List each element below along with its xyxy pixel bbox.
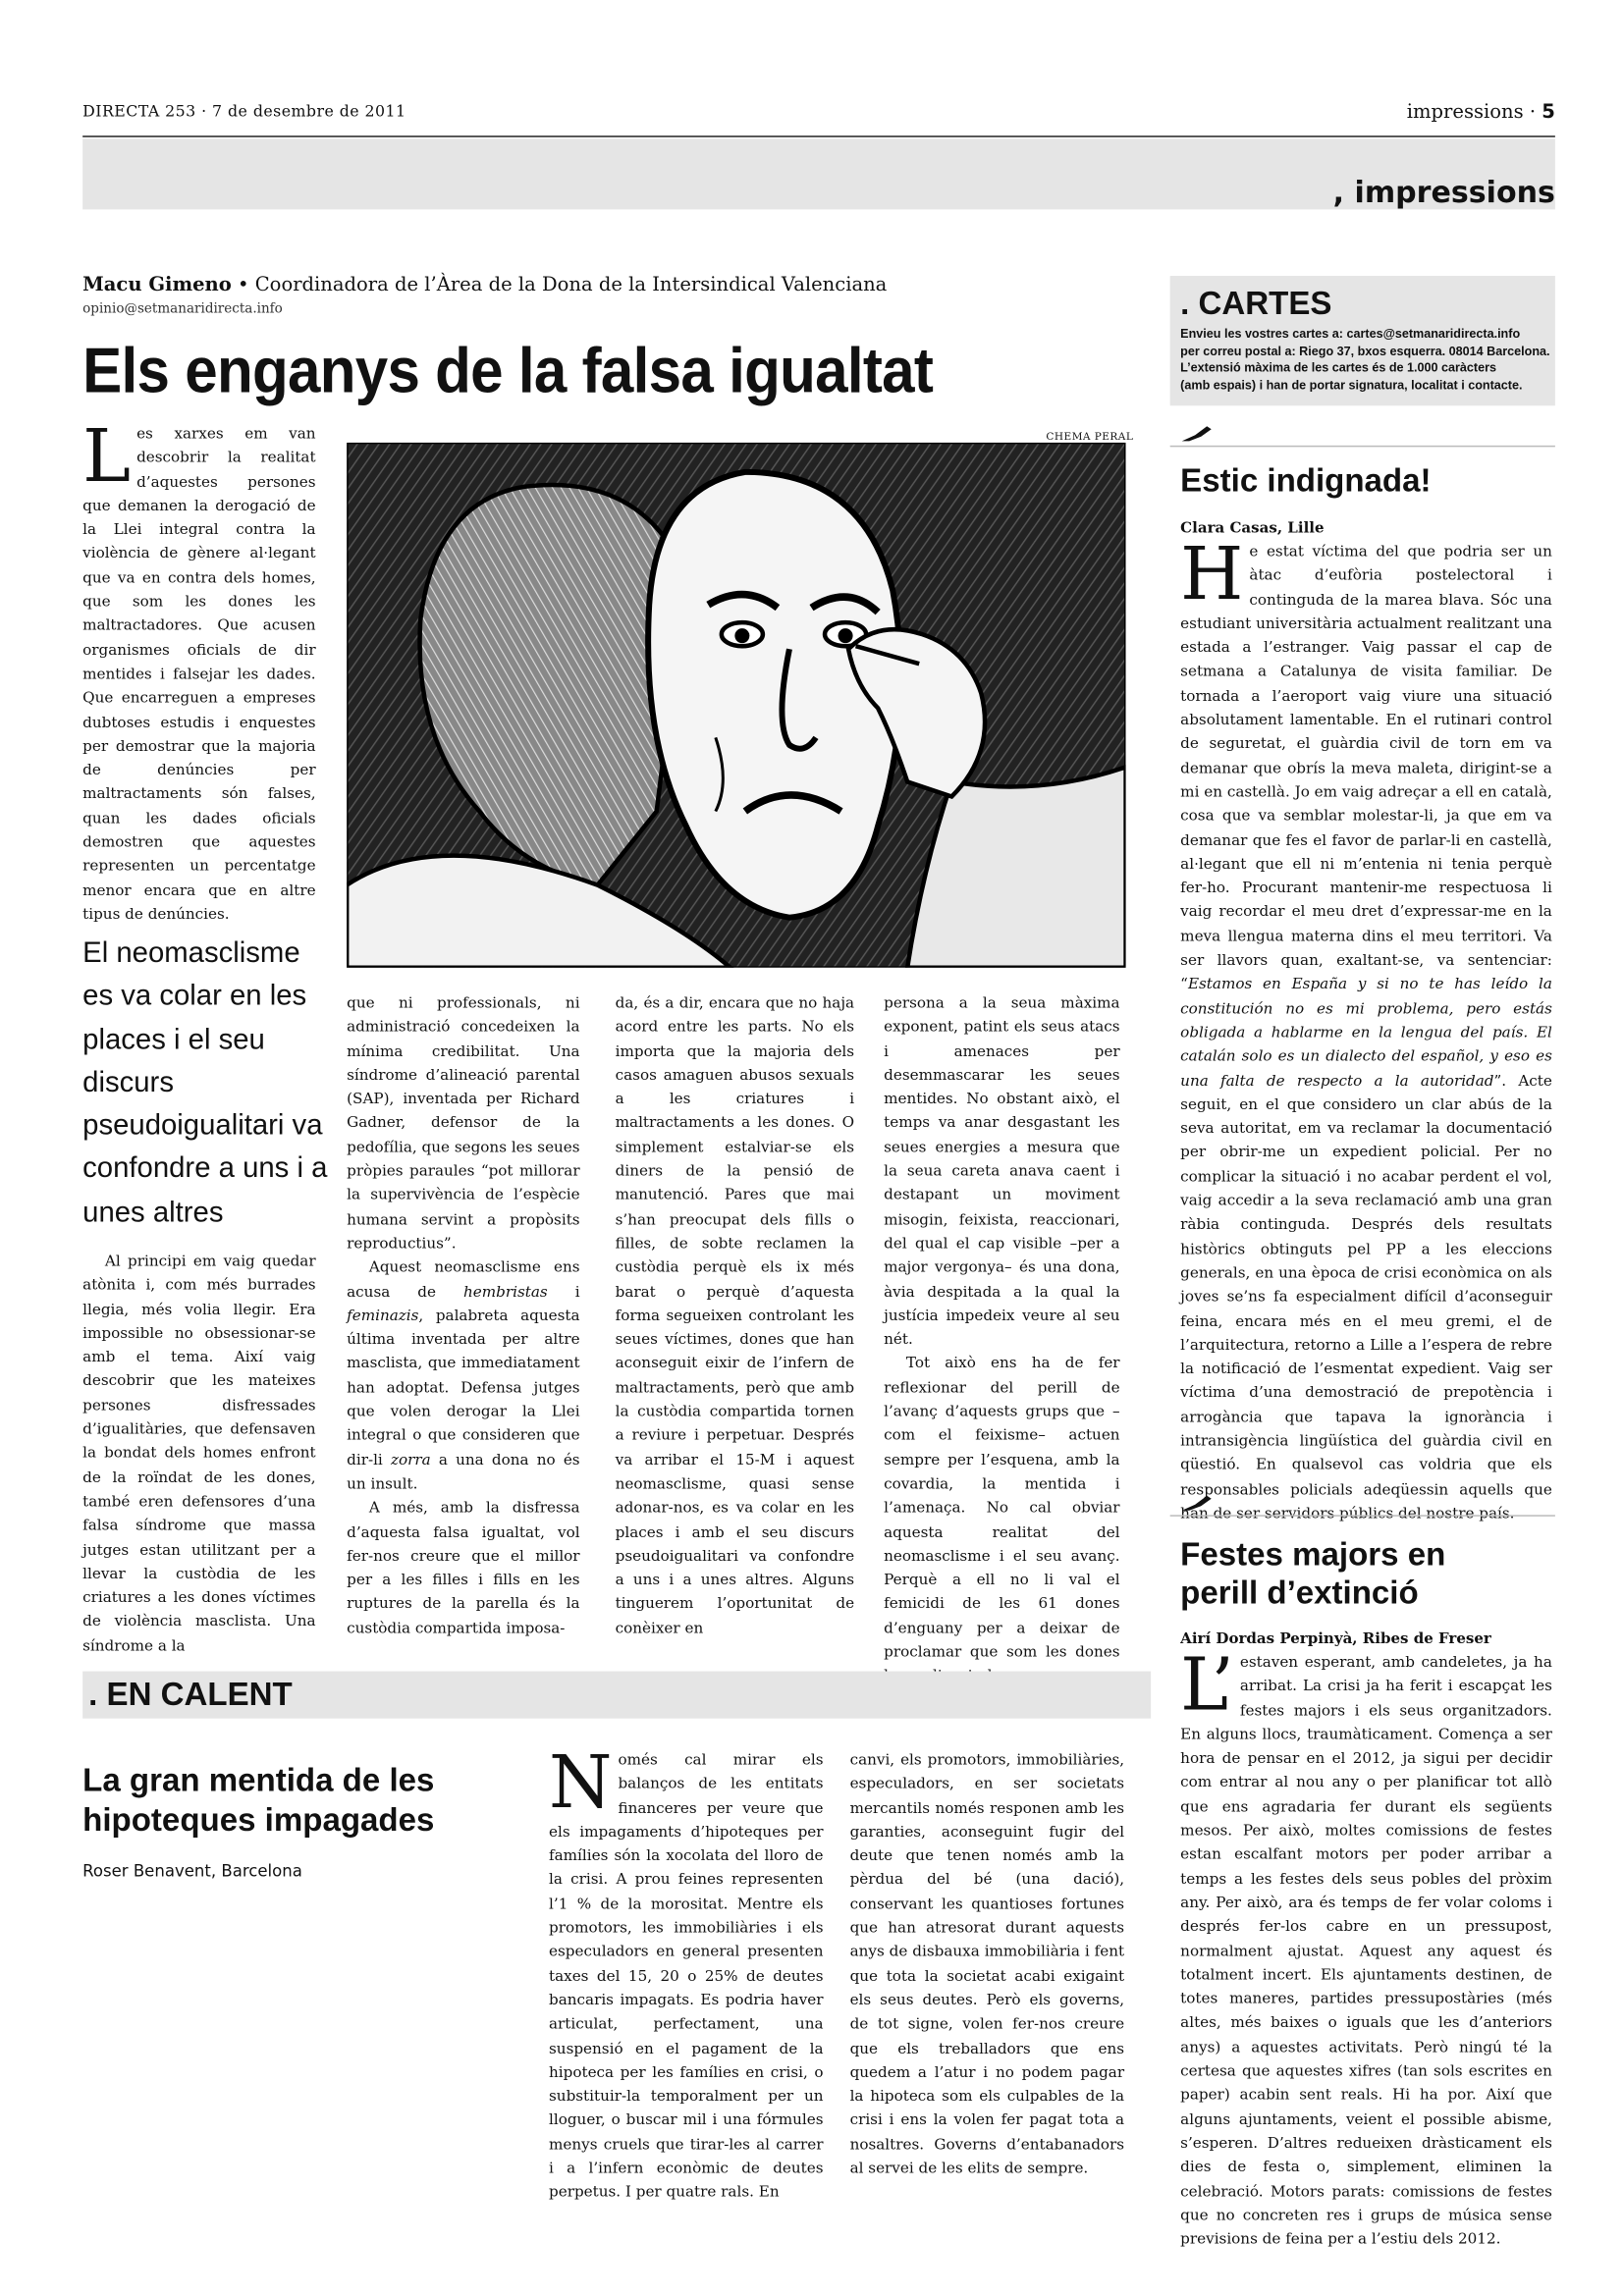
illustration-credit: CHEMA PERAL [1046, 430, 1134, 443]
letter-separator [1170, 446, 1555, 448]
letter-author: Clara Casas, Lille [1180, 520, 1325, 537]
pull-quote: El neomasclisme es va colar en les places i el seu discurs pseudoigualitari va confondre a uns i a unes altres [82, 936, 328, 1229]
paragraph: persona a la seua màxima exponent, patint els seus atacs i amenaces per desemmascarar les seues mentides. No obstant això, el temps va anar desgastant les seues energies a mesura que la seua careta anava caent i destapant un moviment misogin, feixista, reaccionari, del qual el cap visible –per a major vergonya– és una dona, àvia despitada a la qual la justícia impedeix veure al seu nét. [884, 995, 1120, 1349]
article-column-3 [616, 992, 854, 1641]
cartes-title: . CARTES [1180, 285, 1332, 322]
article-column-4 [884, 992, 1119, 1689]
article-intro [82, 414, 316, 928]
article-column-1 [82, 1251, 315, 1659]
calent-headline: La gran mentida de les hipoteques impagades [82, 1761, 435, 1839]
paragraph: Tot això ens ha de fer reflexionar del perill de l’avanç d’aquests grups que –com el feixisme– actuen sempre per l’esquena, amb la covardia, la mentida i l’amenaça. No cal obviar aquesta realitat del neomasclisme i el seu avanç. Perquè a ell no li val el femicidi de les 61 dones d’enguany per a deixar de proclamar que som les dones [884, 1356, 1120, 1662]
drop-cap: L’ [1180, 1643, 1234, 1728]
letter-title: Festes majors en perill d’extinció [1180, 1535, 1446, 1611]
drop-cap: N [549, 1740, 613, 1825]
letter-title: Estic indignada! [1180, 461, 1432, 499]
calent-column-1: Només cal mirar els balanços de les entitats financeres per veure que els impagaments d’hipoteques per famílies són la xocolata del lloro de la crisi. A prou feines representen l’1 % de la morositat. Mentre els promotors, les immobiliàries i els especuladors en general presenten taxes del 15, 20 o 25% de deutes bancaris impagats. Es podria haver articulat, perfectament, una suspensió en el pagament de la hipoteca per les famílies en crisi, o substituir-la temporalment per un lloguer, o buscar mil i una fórmules menys cruels que tirar-les al carrer i a l’infern econòmic de deutes perpetus. I per quatre rals. En [549, 1740, 824, 2202]
author-email: opinio@setmanaridirecta.info [82, 302, 283, 318]
paragraph: Aquest neomasclisme ens acusa de hembristas i feminazis, palabreta aquesta última inventada per altre masclista, que immediatament han adoptat. Defensa jutges que volen derogar la Llei integral o que consideren que dir-li zorra a una dona no és un insult. [347, 1259, 580, 1493]
letter-separator [1170, 1515, 1555, 1517]
section-page [1407, 102, 1555, 125]
paragraph: Al principi em vaig quedar atònita i, com més burrades llegia, més volia llegir. Era impossible no obsessionar-se amb el tema. Així vaig descobrir que les mateixes persones disfressades d’igualitàries, que defensaven la bondat dels homes enfront de la roïndat de les dones, també eren defensores d’una falsa síndrome que massa jutges estan utilitzant per a llevar la custòdia de les criatures a les dones víctimes de violència masclista. Una síndrome a la [82, 1254, 316, 1655]
calent-author: Roser Benavent, Barcelona [82, 1861, 302, 1881]
drop-cap: H [1180, 532, 1244, 617]
page-number: 5 [1542, 101, 1555, 125]
author-role: • Coordinadora de l’Àrea de la Dona de la Intersindical Valenciana [231, 274, 888, 297]
section-label: impressions · [1406, 101, 1537, 125]
article-byline [82, 275, 887, 297]
pen-mark-icon [1180, 1493, 1213, 1514]
illustration-mask [347, 443, 1125, 968]
letter-body: L’ estaven esperant, amb candeletes, ja ha arribat. La crisi ja ha ferit i escapçat les festes majors i els seus organitzadors. En alguns llocs, traumàticament. Comença a ser hora de pensar en el 2012, ja sigui per decidir com entrar al nou any o per planificar tot allò que ens agradaria fer durant els següents mesos. Per això, moltes comissions de festes estan escalfant motors per poder arribar a temps a les festes dels seus pobles del pròxim any. Per això, ara és temps de fer volar coloms i després fer-los cabre en un pressupost, normalment ajustat. Aquest any aquest és totalment incert. Els ajuntaments destinen, de totes maneres, partides pressupostàries (més altes, més baixes o iguals que les d’anteriors anys) a aquestes activitats. Però ningú té la certesa que aquestes xifres (tan sols escrites en paper) acabin sent reals. Hi ha por. Així que alguns ajuntaments, veient el possible abisme, s’esperen. D’altres redueixen dràsticament els dies de festa o, simplement, eliminen la celebració. Motors parats: comissions de festes que no concreten res i grups de música sense previsions de feina per a l’estiu dels 2012. [1180, 1643, 1552, 2249]
calent-title: . EN CALENT [88, 1676, 293, 1713]
paragraph: canvi, els promotors, immobiliàries, especuladors, en ser societats mercantils només responen amb les garanties, aconseguint fugir del deute que tenen només amb la pèrdua del bé (una dació), conservant les quantioses fortunes que han atresorat durant aquests anys de disbauxa immobiliària i fent que tota la societat acabi exigaint els seus deutes. Però els governs, de tot signe, volen fer-nos creure que els treballadors que ens quedem a l’atur i no podem pagar la hipoteca som els culpables de la crisi i ens la volen fer pagat tota a nosaltres. Governs d’entabanadors al servei de les elits de sempre. [849, 1752, 1125, 2178]
letter-body: He estat víctima del que podria ser un àtac d’eufòria postelectoral i continguda de la marea blava. Sóc una estudiant universitària actualment realitzant una estada a l’estranger. Vaig passar el cap de setmana a Catalunya de visita familiar. De tornada a l’aeroport vaig viure una situació absolutament lamentable. En el rutinari control de seguretat, el guàrdia civil de torn em va demanar que obrís la meva maleta, dirigint-se a mi en castellà. Jo em vaig adreçar a ell en català, cosa que va semblar molestar-li, ja que em va demanar que fes el favor de parlar-li en castellà, al·legant que ell ni m’entenia ni tenia perquè fer-ho. Procurant mantenir-me respectuosa li vaig recordar el meu dret d’expressar-me en la meva llengua materna dins el meu territori. Va ser llavors quan, exaltant-se, va sentenciar: “Estamos en España y si no te has leído la constitución no es mi problema, pero estás obligada a hablarme en la lengua del país. El catalán solo es un dialecto del español, y eso es una falta de respecto a la autoridad”. Acte seguit, en el que considero un clar abús de la seva autoritat, em va reclamar la documentació per obrir-me un expedient policial. Per no complicar la situació i no acabar perdent el vol, vaig accedir a la seva reclamació amb una gran ràbia continguda. Després dels resultats històrics obtinguts pel PP a les eleccions generals, en una època de crisi econòmica on als joves se’ns fa especialment difícil d’aconseguir feina, encara més en el meu gremi, el de l’arquitectura, retorno a Lille a l’espera de rebre la notificació de l’esmentat expedient. Vaig ser víctima d’una demostració de prepotència i arrogància que tapava la ignorància i intransigència lingüística del guàrdia civil en qüestió. En qualsevol cas voldria que els responsables policials adeqüessin aquells que [1180, 532, 1552, 1499]
header-rule [82, 135, 1555, 137]
article-column-2 [347, 992, 579, 1641]
letter-author: Airí Dordas Perpinyà, Ribes de Freser [1180, 1631, 1491, 1648]
article-headline: Els enganys de la falsa igualtat [82, 336, 934, 407]
drop-cap: L [82, 414, 132, 499]
paragraph: da, és a dir, encara que no haja acord entre les parts. No els importa que la majoria dels casos amaguen abusos sexuals a les criatures i maltractaments a les dones. O simplement estalviar-se els diners de la pensió de manutenció. Pares que mai s’han preocupat dels fills o filles, de sobte reclamen la custòdia perquè els ix més barat o perquè d’aquesta forma segueixen controlant les seues víctimes, dones que han aconseguit eixir de l’infern de maltractaments, però que amb la custòdia compartida tornen a reviure i perpetuar. Després va arribar el 15-M i aquest neomasclisme, quasi sense adonar-nos, es va colar en les places i amb el seu discurs pseudoigualitari va confondre a uns i a unes altres. Alguns tinguerem l’oportunitat de conèixer en [615, 995, 855, 1637]
pen-mark-icon [1180, 423, 1213, 444]
paragraph: A més, amb la disfressa d’aquesta falsa igualtat, vol fer-nos creure que el millor per a les filles i fills en les ruptures de la parella és la custòdia compartida imposa- [347, 1500, 580, 1637]
issue-info: DIRECTA 253 · 7 de desembre de 2011 [82, 103, 406, 122]
intro-text: es xarxes em van descobrir la realitat d’aquestes persones que demanen la derogació de la Llei integral contra la violència de gènere al·legant que va en contra dels homes, que som les dones les maltractadores. Que acusen organismes oficials de dir mentides i falsejar les dades. Que encarreguen a empreses dubtoses estudis i enquestes per demostrar que la majoria de denúncies per maltractaments són falses, quan les dades oficials demostren que aquestes representen un percentatge menor encara que en altre tipus de denúncies. [82, 426, 316, 924]
section-band-title: , impressions [1332, 174, 1555, 210]
cartes-info: Envieu les vostres cartes a: cartes@setmanaridirecta.info per correu postal a: Riego 37, bxos esquerra. 08014 Barcelona. L’extensió màxima de les cartes és de 1.000 caràcters (amb espais) i han de portar signatura, localitat i contacte. [1180, 326, 1550, 392]
paragraph: que ni professionals, ni administració concedeixen la mínima credibilitat. Una síndrome d’alineació parental (SAP), inventada per Richard Gadner, defensor de la pedofília, que segons les seues pròpies paraules “pot millorar la supervivència de l’espècie humana servint a propòsits reproductius”. [347, 995, 580, 1253]
calent-column-2 [850, 1749, 1125, 2182]
author-name: Macu Gimeno [82, 274, 232, 297]
